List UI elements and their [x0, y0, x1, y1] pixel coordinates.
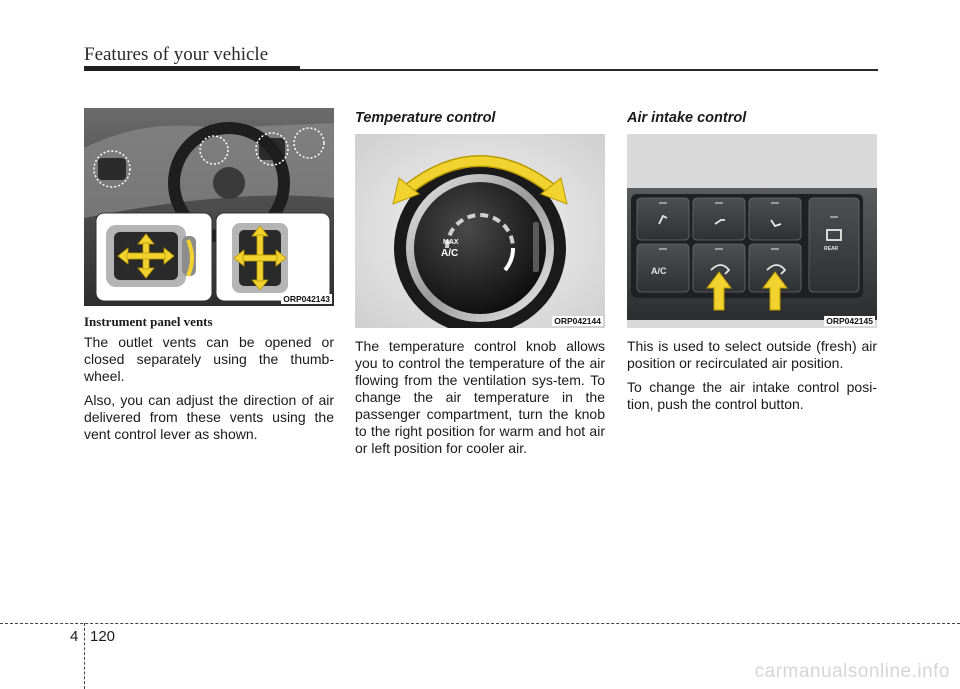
temperature-column	[355, 108, 605, 464]
intake-paragraph-1: This is used to select outside (fresh) air position or recirculated air position.	[627, 338, 877, 371]
climate-panel-illustration	[627, 134, 877, 328]
header-rule-thick	[84, 66, 300, 71]
vents-paragraph-1: The outlet vents can be opened or closed separately using the thumb-wheel.	[84, 334, 334, 384]
knob-ac-label: A/C	[441, 248, 459, 259]
temperature-figure	[355, 134, 605, 328]
chapter-number: 4	[70, 628, 79, 645]
temperature-paragraph-1: The temperature control knob allows you to control the temperature of the air flowing from the ventilation sys-tem. To change the air temperature in the passenger compartment, turn the knob to the right position for warm and hot air or left position for cooler air.	[355, 338, 605, 456]
watermark: carmanualsonline.info	[754, 661, 950, 682]
panel-ac-label: A/C	[651, 266, 667, 276]
intake-heading: Air intake control	[627, 110, 747, 126]
knob-max-label: MAX	[443, 239, 459, 246]
intake-paragraph-2: To change the air intake control posi-tion, push the control button.	[627, 379, 877, 412]
figure-code: ORP042143	[283, 294, 330, 304]
vents-caption: Instrument panel vents	[84, 314, 213, 329]
intake-column	[627, 108, 877, 420]
temperature-heading: Temperature control	[355, 110, 496, 126]
figure-code: ORP042144	[554, 316, 601, 326]
panel-rear-label: REAR	[824, 246, 839, 252]
figure-code: ORP042145	[826, 316, 873, 326]
header-rule-thin	[300, 69, 878, 71]
vents-paragraph-2: Also, you can adjust the direction of air delivered from these vents using the vent control lever as shown.	[84, 392, 334, 442]
footer-rule	[0, 623, 960, 624]
vents-column	[84, 108, 334, 450]
intake-figure	[627, 134, 877, 328]
page-header-title: Features of your vehicle	[84, 44, 269, 65]
footer-vertical-rule	[84, 623, 85, 689]
dashboard-vents-illustration	[84, 108, 334, 306]
vents-figure	[84, 108, 334, 306]
page-number: 120	[90, 628, 116, 645]
temperature-knob-illustration	[355, 134, 605, 328]
